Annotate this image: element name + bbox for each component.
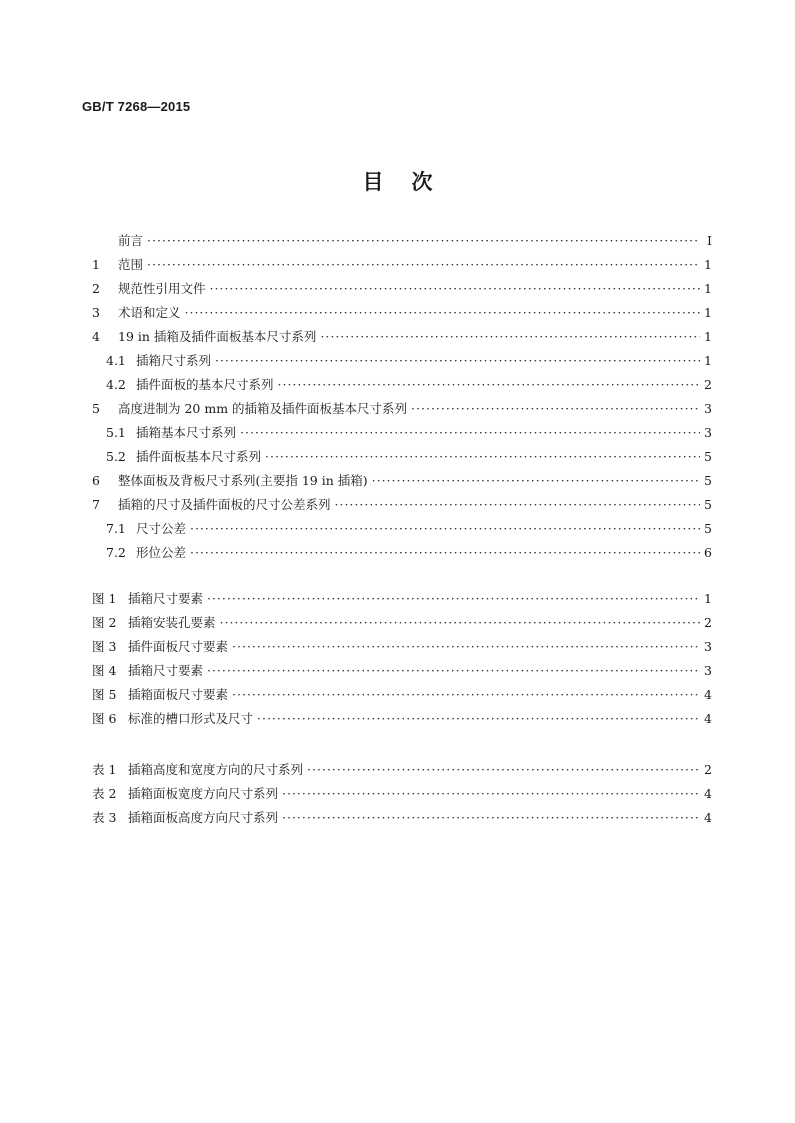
entry-page-number: 4 [704, 687, 712, 702]
figure-entry[interactable] [92, 707, 712, 731]
entry-title: 插件面板基本尺寸系列 [136, 449, 262, 464]
dot-leader [215, 349, 700, 373]
entry-number: 4.2 [106, 377, 126, 392]
dot-leader [282, 806, 700, 830]
entry-number: 图 2 [92, 615, 117, 630]
entry-page-number: 3 [704, 663, 712, 678]
entry-number: 图 6 [92, 711, 117, 726]
dot-leader [372, 469, 700, 493]
entry-number: 5.2 [106, 449, 126, 464]
page-title: 目次 [362, 170, 461, 194]
entry-number: 1 [92, 257, 100, 272]
toc-tables [92, 758, 712, 830]
entry-page-number: 4 [704, 786, 712, 801]
entry-page-number: 5 [704, 521, 712, 536]
dot-leader [278, 373, 700, 397]
entry-title: 规范性引用文件 [118, 281, 206, 296]
toc-entry[interactable] [92, 349, 712, 373]
toc-entry[interactable] [92, 229, 712, 253]
entry-title: 插件面板的基本尺寸系列 [136, 377, 274, 392]
entry-number: 图 1 [92, 591, 117, 606]
entry-page-number: 6 [704, 545, 712, 560]
dot-leader [307, 758, 700, 782]
dot-leader [185, 301, 700, 325]
entry-title: 尺寸公差 [136, 521, 187, 536]
toc-entry[interactable] [92, 469, 712, 493]
dot-leader [265, 445, 700, 469]
dot-leader [232, 635, 700, 659]
entry-page-number: 5 [704, 449, 712, 464]
entry-title: 标准的槽口形式及尺寸 [128, 711, 254, 726]
entry-page-number: Ⅰ [707, 233, 712, 248]
table-entry[interactable] [92, 782, 712, 806]
figure-entry[interactable] [92, 683, 712, 707]
table-entry[interactable] [92, 806, 712, 830]
dot-leader [190, 517, 700, 541]
toc-sections [92, 229, 712, 565]
entry-number: 4 [92, 329, 100, 344]
toc-entry[interactable] [92, 421, 712, 445]
table-entry[interactable] [92, 758, 712, 782]
entry-page-number: 2 [704, 377, 712, 392]
entry-page-number: 1 [704, 281, 712, 296]
entry-number: 图 3 [92, 639, 117, 654]
entry-title: 插箱高度和宽度方向的尺寸系列 [128, 762, 304, 777]
dot-leader [147, 253, 700, 277]
figure-entry[interactable] [92, 611, 712, 635]
entry-title: 插箱尺寸要素 [128, 663, 204, 678]
toc-figures [92, 587, 712, 731]
toc-entry[interactable] [92, 253, 712, 277]
entry-title: 插箱尺寸系列 [136, 353, 212, 368]
dot-leader [190, 541, 700, 565]
toc-entry[interactable] [92, 541, 712, 565]
entry-page-number: 1 [704, 353, 712, 368]
entry-number: 图 4 [92, 663, 117, 678]
entry-number: 7 [92, 497, 100, 512]
entry-title: 插箱基本尺寸系列 [136, 425, 237, 440]
entry-number: 5.1 [106, 425, 126, 440]
figure-entry[interactable] [92, 659, 712, 683]
entry-title: 插箱尺寸要素 [128, 591, 204, 606]
entry-page-number: 2 [704, 615, 712, 630]
dot-leader [257, 707, 700, 731]
entry-number: 表 2 [92, 786, 117, 801]
entry-number: 4.1 [106, 353, 126, 368]
dot-leader [320, 325, 700, 349]
toc-entry[interactable] [92, 397, 712, 421]
entry-number: 7.1 [106, 521, 126, 536]
entry-title: 插箱安装孔要素 [128, 615, 216, 630]
entry-number: 3 [92, 305, 100, 320]
entry-page-number: 2 [704, 762, 712, 777]
toc-entry[interactable] [92, 301, 712, 325]
dot-leader [207, 659, 700, 683]
entry-title: 形位公差 [136, 545, 187, 560]
entry-title: 高度进制为 20 mm 的插箱及插件面板基本尺寸系列 [118, 401, 408, 416]
entry-title: 插件面板尺寸要素 [128, 639, 229, 654]
dot-leader [411, 397, 700, 421]
dot-leader [335, 493, 700, 517]
entry-number: 7.2 [106, 545, 126, 560]
entry-page-number: 1 [704, 257, 712, 272]
toc-entry[interactable] [92, 277, 712, 301]
toc-entry[interactable] [92, 493, 712, 517]
entry-page-number: 5 [704, 497, 712, 512]
entry-page-number: 5 [704, 473, 712, 488]
entry-page-number: 3 [704, 425, 712, 440]
figure-entry[interactable] [92, 587, 712, 611]
entry-page-number: 1 [704, 591, 712, 606]
entry-title: 插箱的尺寸及插件面板的尺寸公差系列 [118, 497, 331, 512]
dot-leader [147, 229, 700, 253]
entry-number: 5 [92, 401, 100, 416]
entry-number: 表 3 [92, 810, 117, 825]
entry-title: 插箱面板宽度方向尺寸系列 [128, 786, 279, 801]
entry-number: 6 [92, 473, 100, 488]
entry-page-number: 4 [704, 711, 712, 726]
document-code: GB/T 7268—2015 [82, 99, 191, 114]
dot-leader [220, 611, 700, 635]
entry-title: 19 in 插箱及插件面板基本尺寸系列 [118, 329, 317, 344]
entry-title: 整体面板及背板尺寸系列(主要指 19 in 插箱) [118, 473, 368, 488]
entry-page-number: 1 [704, 329, 712, 344]
dot-leader [210, 277, 700, 301]
dot-leader [207, 587, 700, 611]
entry-number: 2 [92, 281, 100, 296]
figure-entry[interactable] [92, 635, 712, 659]
entry-page-number: 3 [704, 639, 712, 654]
entry-page-number: 1 [704, 305, 712, 320]
entry-title: 范围 [118, 257, 144, 272]
entry-title: 前言 [118, 233, 144, 248]
entry-title: 术语和定义 [118, 305, 181, 320]
toc-entry[interactable] [92, 373, 712, 397]
entry-title: 插箱面板尺寸要素 [128, 687, 229, 702]
toc-entry[interactable] [92, 517, 712, 541]
dot-leader [232, 683, 700, 707]
dot-leader [282, 782, 700, 806]
entry-page-number: 4 [704, 810, 712, 825]
entry-title: 插箱面板高度方向尺寸系列 [128, 810, 279, 825]
dot-leader [240, 421, 700, 445]
entry-page-number: 3 [704, 401, 712, 416]
toc-entry[interactable] [92, 445, 712, 469]
entry-number: 图 5 [92, 687, 117, 702]
toc-entry[interactable] [92, 325, 712, 349]
entry-number: 表 1 [92, 762, 117, 777]
